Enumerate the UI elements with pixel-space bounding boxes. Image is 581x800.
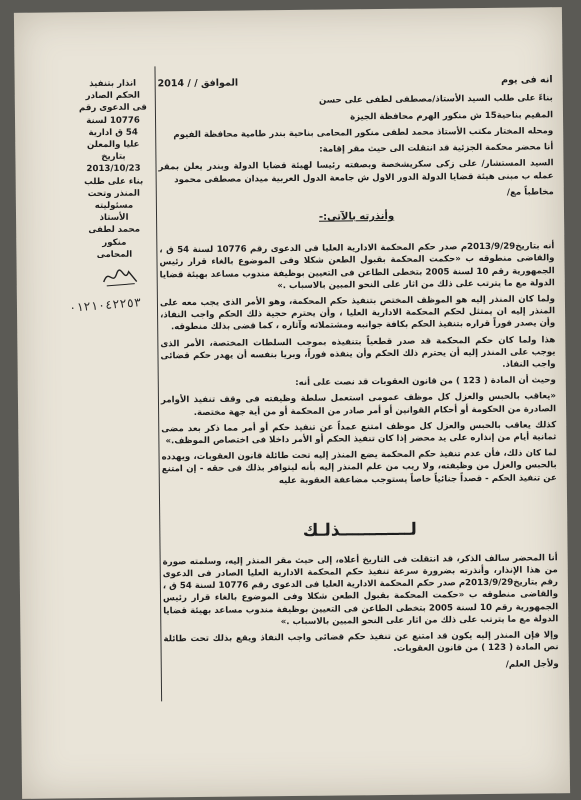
side-note-line: 54 ق ادارية (88, 127, 138, 138)
enforcement-paragraph: هذا ولما كان حكم المحكمة قد صدر قطعياً بتنفيذه بموجب السلطات المختصة، الأمر الذى يوجب على المنذر إليه أن يحترم ذلك الحكم وأن ينفذه فوراً، وبريا بنفسه أن يهدر حكم قضائى واجب النفاذ. (160, 334, 556, 370)
main-text-column (158, 73, 559, 678)
side-note-line: بتاريخ (101, 151, 126, 163)
date-label: الموافق / / 2014 (157, 77, 239, 90)
side-note-line: بناء على طلب (84, 176, 144, 187)
side-note-line: المحامى (96, 249, 133, 260)
bailiff-line: أنا محضر محكمة الجزئية قد انتقلت الى حيث مقر إقامة: (319, 142, 554, 155)
article-intro: وحيث أن المادة ( 123 ) من قانون العقوبات قد نصت على أنه: (295, 375, 556, 389)
side-note-line: فى الدعوى رقم (78, 102, 147, 114)
side-note-line: 10776 لسنة (86, 115, 140, 126)
consequence-paragraph: لما كان ذلك، فأن عدم تنفيذ حكم المحكمة يضع المنذر إليه تحت طائلة قانون العقوبات، ويهدده بالحبس والعزل من وظيفته، ولا ريب من علم المنذر إليه بأنه ليتوافر بذلك فى حقه - إن امتنع عن تنفيذ الحكم - قصداً جنائياً خاصاً يستوجب مضاعفة العقوبة عليه (161, 448, 557, 486)
addressed-with: مخاطباً مع/ (506, 186, 554, 198)
requester-address: المقيم بناحية15 ش منكور الهرم محافظة الجيزة (350, 109, 554, 123)
final-notice-paragraph: أنا المحضر سالف الذكر، قد انتقلت فى التاريخ أعلاه، إلى حيث مقر المنذر إليه، وسلمته صورة من هذا الإنذار، وأنذرته بضرورة سرعة تنفيذ حكم المحكمة الادارية العليا الصادر فى الدعوى رقم بتاريخ2013/9/29م صدر حكم المحكمة الادارية العليا فى الدعوى رقم 10776 لسنة 54 ق ، والقاضى منطوقه ب «حكمت المحكمة بقبول الطعن شكلا وفى الموضوع بالغاء قرار رئيس الجمهورية رقم 10 لسنة 2005 بتخطى الطاعن فى التعيين بوظيفة مندوب مساعد بهيئة قضايا الدولة مع ما يترتب على ذلك من اثار على النحو المبين بالاسباب .» (162, 553, 559, 628)
side-note-line: محمد لطفى منكور (88, 225, 141, 248)
chosen-office: ومحله المختار مكتب الأستاذ محمد لطفى منكور المحامى بناحية بندر طامية محافظة الفيوم (173, 126, 554, 141)
obligation-paragraph: ولما كان المنذر إليه هو الموظف المختص بتنفيذ حكم المحكمة، وهو الأمر الذى يجب معه على المنذر إليه ان يمتثل لحكم المحكمة الادارية العليا ، وأن يحترم حجية ذلك الحكم واجب النفاذ، وأن يصدر فوراً قراره بتنفيذ الحكم بكافة جوانبه ومشتملاته وآثاره ، كما قضى بذلك منطوقه. (159, 294, 556, 333)
final-warning-paragraph: وإلا فإن المنذر إليه يكون قد امتنع عن تنفيذ حكم قضائى واجب النفاذ ويقع بذلك تحت طائلة نص المادة ( 123 ) من قانون العقوبات. (163, 630, 559, 655)
side-note-line: عليا والمعلن (86, 139, 140, 151)
date-row (158, 73, 553, 91)
side-note-line: الحكم الصادر (85, 90, 140, 102)
requester-line: بناءً على طلب السيد الأستاذ/مصطفى لطفى على حسن (318, 93, 553, 107)
signature (101, 264, 141, 290)
closing-line: ولأجل العلم/ (505, 658, 559, 670)
side-note-line: المنذر وتحت (87, 188, 140, 199)
side-note-line: 2013/10/23 (86, 163, 141, 175)
handwritten-phone-number: ٠١٢١٠٤٢٢٥٣ (68, 295, 142, 315)
recipient-line: السيد المستشار/ على زكى سكريشخصة وبصفته رئيسا لهيئة قضايا الدولة وبندر يعلن بمقر عمله ب مبنى هيئة قضايا الدولة الدور الاول ش جامعة الدول العربية ميدان مصطفى محمود (158, 158, 554, 185)
document-page (14, 7, 570, 799)
section-title: لــــــــــــذلـك (302, 519, 417, 541)
side-note-line: مسئوليته (94, 200, 134, 212)
judgment-paragraph: أنه بتاريخ2013/9/29م صدر حكم المحكمة الادارية العليا فى الدعوى رقم 10776 لسنة 54 ق ، والقاضى منطوقه ب «حكمت المحكمة بقبول الطعن شكلا وفى الموضوع بالغاء قرار رئيس الجمهورية رقم 10 لسنة 2005 بتخطى الطاعن فى التعيين بوظيفة مندوب مساعد بهيئة قضايا الدولة مع ما يترتب على ذلك من اثار على النحو المبين بالاسباب .» (159, 241, 555, 291)
article-text-1: «يعاقب بالحبس والعزل كل موظف عمومى استعمل سلطة وظيفته فى وقف تنفيذ الأوامر الصادرة من الحكومة أو أحكام القوانين أو أمر صادر من المحكمة أو من أية جهة مختصة. (160, 391, 557, 418)
article-text-2: كذلك يعاقب بالحبس والعزل كل موظف امتنع عمداً عن تنفيذ حكم أو أمر مما ذكر بعد مضى ثمانية أيام من إنذاره على يد محضر إذا كان تنفيذ الحكم أو الأمر داخلا فى اختصاص الموظف.» (161, 419, 557, 447)
day-label: انه فى يوم (501, 74, 553, 86)
warning-heading: وأنذرته بالآتى:- (318, 210, 395, 223)
side-note-line: الأستاذ (99, 212, 129, 224)
side-note-line: انذار بتنفيذ (89, 78, 137, 90)
side-note (75, 77, 153, 261)
